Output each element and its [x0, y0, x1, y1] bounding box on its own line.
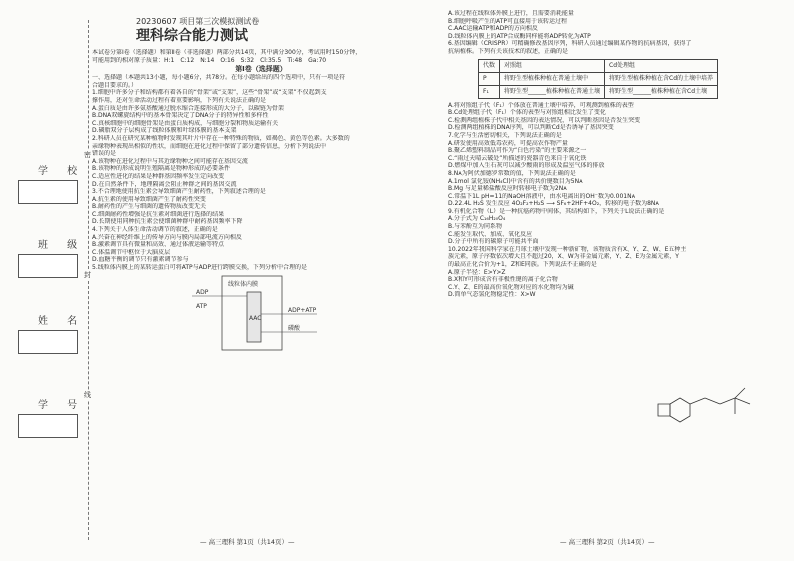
text-line: 2.科研人员在研究某种植物时发现其叶片中存在一种特殊的物质，如褐色、黄色等色素。大多数的: [92, 134, 350, 142]
seal-mark-mi: 密: [84, 151, 91, 159]
text-line: 7.化学与生活密切相关，下列说法正确的是: [448, 131, 562, 139]
left-column: [92, 10, 430, 354]
transport-figure: [92, 274, 430, 352]
text-line: B.耐药性的产生与细菌的遗传物质改变无关: [92, 203, 207, 211]
molecule-structure: [650, 384, 770, 424]
seal-line: [88, 20, 89, 540]
text-line: C.AAC运输ATP和ADP的方向相反: [448, 25, 538, 33]
text-line: 亲缘物种表现出相似的性状，而细胞在进化过程中保留了部分遗传信息，分析下列说法中: [92, 142, 327, 150]
question-text: [448, 102, 786, 299]
fig-label: 磷酸: [288, 324, 301, 332]
text-line: 抗病植株。下列有关该技术的叙述，正确的是: [448, 47, 569, 55]
text-line: D.分子中所有的碳原子可能共平面: [448, 238, 539, 246]
text-line: A.蛋白质是由许多氨基酸通过脱水缩合连接形成的大分子，以碳链为骨架: [92, 104, 284, 112]
text-line: A.该过程在线粒体外膜上进行，且需要消耗能量: [448, 10, 574, 17]
text-line: C.体温调节中枢位于大脑皮层: [92, 248, 171, 256]
table-header: 代数: [479, 59, 500, 72]
text-line: D.检测两组植株的DNA序列，可以判断Cd是否诱导了基因突变: [448, 124, 614, 132]
table-cell: P: [479, 72, 500, 85]
text-line: A.将对照组子代（F₁）个体放在普通土壤中培养，可观测到植株的表型: [448, 101, 634, 109]
text-line: B.DNA双螺旋结构中的基本骨架决定了DNA分子的特异性和多样性: [92, 112, 269, 120]
exam-code: 20230607 项目第三次模拟测试卷: [136, 17, 260, 26]
text-line: D.在自然条件下，地理隔离会阻止种群之间的基因交流: [92, 180, 237, 188]
school-field[interactable]: [18, 180, 78, 204]
text-line: A.1mol 氯化铵(NH₄Cl)中含有的共价键数目为5Nᴀ: [448, 177, 583, 185]
text-line: 3.不合理地使用抗生素会导致细菌产生耐药性，下列叙述合理的是: [92, 188, 266, 196]
right-column: [448, 10, 786, 299]
name-field[interactable]: [18, 330, 78, 354]
page-footer-right: — 高三理科 第2页（共14页）—: [560, 538, 655, 546]
class-field[interactable]: [18, 254, 78, 278]
exam-title: 理科综合能力测试: [136, 28, 248, 44]
section-heading: 第Ⅰ卷（选择题）: [235, 65, 287, 74]
text-line: A.研发使用高效低毒农药，可提高农作物产量: [448, 139, 568, 147]
page-footer-left: — 高三理科 第1页（共14页）—: [200, 538, 295, 546]
text-line: D.线粒体内膜上的ATP合成酶同样能将ADP转化为ATP: [448, 32, 591, 40]
text-line: B.Mg 与足量稀盐酸反应时转移电子数为2Nᴀ: [448, 185, 567, 193]
text-line: C.常温下1L pH=11的NaOH溶液中，由水电离出的OH⁻数为0.001Nᴀ: [448, 192, 636, 200]
text-line: D.22.4L H₂S 发生反应 4O₂F₂+H₂S ⟶ SF₆+2HF+4O₂，转移的电子数为8Nᴀ: [448, 200, 659, 208]
text-line: 5.线粒体内膜上的某转运蛋白可将ATP与ADP进行跨膜交换，下列分析中合理的是: [92, 264, 307, 272]
text-line: 合题目要求的。）: [92, 81, 138, 89]
text-line: A.原子半径：E>Y>Z: [448, 268, 506, 276]
table-cell: 将野生型______植株种植在普通土壤: [500, 85, 605, 98]
text-line: 的最高正化合价为+1，Z和E同族。下列说法不正确的是: [448, 261, 597, 269]
text-line: B.细胞呼吸产生的ATP可直接用于该转运过程: [448, 17, 567, 25]
text-line: 4.下列关于人体生命活动调节的叙述，正确的是: [92, 226, 218, 234]
table-cell: 将野生型植株种植在含Cd的土壤中培养: [605, 72, 718, 85]
text-line: C.Y、Z、E的最高价氧化物对应的水化物均为碱: [448, 283, 574, 291]
text-line: 10.2022年我国科学家在月球土壤中发现一种新矿物，该物质含有X、Y、Z、W、E五种主: [448, 245, 687, 253]
text-line: C.细菌耐药性增强是抗生素对细菌进行选择的结果: [92, 210, 225, 218]
table-header: 对照组: [500, 59, 605, 72]
text-line: 撑作用，还对生命活动过程有着重要影响，下列有关说法正确的是: [92, 96, 267, 104]
question-text: [448, 10, 786, 56]
text-line: B.激素调节具有微量和高效、通过体液运输等特点: [92, 241, 225, 249]
seal-mark-feng: 封: [84, 271, 91, 279]
text-line: B.与苯酚互为同系物: [448, 223, 503, 231]
fig-label: 线粒体内膜: [228, 280, 259, 288]
text-line: A.分子式为 C₁₆H₂₀O₄: [448, 215, 506, 223]
table-cell: 将野生型______植株种植在含Cd土壤: [605, 85, 718, 98]
table-row: [479, 72, 718, 85]
text-line: B.聚乙烯塑料制品可作为“白色污染”的主要来源之一: [448, 147, 587, 155]
question-text: [92, 74, 430, 271]
text-line: C.适应性进化的结果是种群基因频率发生定向改变: [92, 172, 225, 180]
name-label: 姓 名: [38, 316, 86, 327]
text-line: A.该物种在进化过程中与其近缘物种之间可能存在基因交流: [92, 157, 248, 165]
fig-label: ADP+ATP: [288, 306, 317, 314]
table-row: [479, 85, 718, 98]
text-line: 8.Nᴀ为阿伏加德罗常数的值，下列说法正确的是: [448, 169, 576, 177]
mitochondria-diagram: [92, 274, 430, 352]
student-id-field[interactable]: [18, 414, 78, 438]
text-line: 9.有机化合物（L）是一种抗癌药物中间体，其结构如下，下列关于L说法正确的是: [448, 207, 665, 215]
fig-label: AAC: [249, 314, 262, 322]
school-label: 学 校: [38, 166, 86, 177]
class-label: 班 级: [38, 240, 86, 251]
table-cell: 将野生型植株种植在普通土壤中: [500, 72, 605, 85]
text-line: C.“雨过天晴云破处”所描述的瓷器青色来自于氧化铁: [448, 154, 587, 162]
text-line: 一、选择题（本题共13小题，每小题6分，共78分。在每小题给出的四个选项中，只有一项是符: [92, 74, 346, 82]
text-line: 1.细胞中许多分子和结构都有着各自的“骨架”或“支架”，这些“骨架”或“支架”不仅起到支: [92, 89, 327, 97]
seal-mark-xian: 线: [84, 391, 91, 399]
fig-label: ATP: [196, 302, 207, 310]
text-line: B.Cd处理组子代（F₁）个体的表型与对照组相比发生了变化: [448, 109, 606, 117]
fig-label: ADP: [196, 288, 209, 296]
text-line: D.血糖平衡的调节只有激素调节参与: [92, 256, 189, 264]
cd-table: [478, 59, 718, 99]
text-line: B.该物种的形成说明生殖隔离是物种形成的必要条件: [92, 165, 231, 173]
table-header: Cd处理组: [605, 59, 718, 72]
text-line: C.能发生取代、加成、氧化反应: [448, 230, 533, 238]
text-line: C.检测两组植株子代中相关基因的表达情况，可以判断基因是否发生突变: [448, 116, 641, 124]
text-line: 错误的是: [92, 150, 117, 158]
text-line: D.长期使用同种抗生素会使细菌种群中耐药基因频率下降: [92, 218, 243, 226]
text-line: D.燃煤中加入生石灰可以减少酸雨的形成及温室气体的排放: [448, 162, 605, 170]
student-id-label: 学 号: [38, 400, 86, 411]
intro-line: 可能用到的相对原子质量：H:1 C:12 N:14 O:16 S:32 Cl:35.5 Ti:48 Ga:70: [92, 56, 327, 64]
table-cell: F₁: [479, 85, 500, 98]
text-line: C.真核细胞中的细胞骨架是由蛋白质构成，与细胞分裂和物质运输有关: [92, 119, 279, 127]
text-line: 族元素，原子序数依次增大且不超过20，X、W为非金属元素，Y、Z、E为金属元素，Y: [448, 253, 679, 261]
binding-strip: [0, 0, 92, 561]
text-line: A.兴奋在神经纤维上的传导方向与膜内局部电流方向相反: [92, 233, 242, 241]
intro-line: 本试卷分第Ⅰ卷（选择题）和第Ⅱ卷（非选择题）两部分共14页，其中满分300分，考试用时150分钟，: [92, 49, 362, 56]
text-line: B.X和Y可形成含有非极性键的离子化合物: [448, 276, 558, 284]
text-line: D.磷脂双分子层构成了线粒体膜和叶绿体膜的基本支架: [92, 127, 237, 135]
text-line: D.简单气态氢化物稳定性：X>W: [448, 291, 536, 299]
text-line: A.抗生素的使用导致细菌产生了耐药性突变: [92, 195, 206, 203]
text-line: 6.基因编辑（CRISPR）可精确修改基因序列，科研人员通过编辑某作物的抗病基因，获得了: [448, 40, 692, 48]
